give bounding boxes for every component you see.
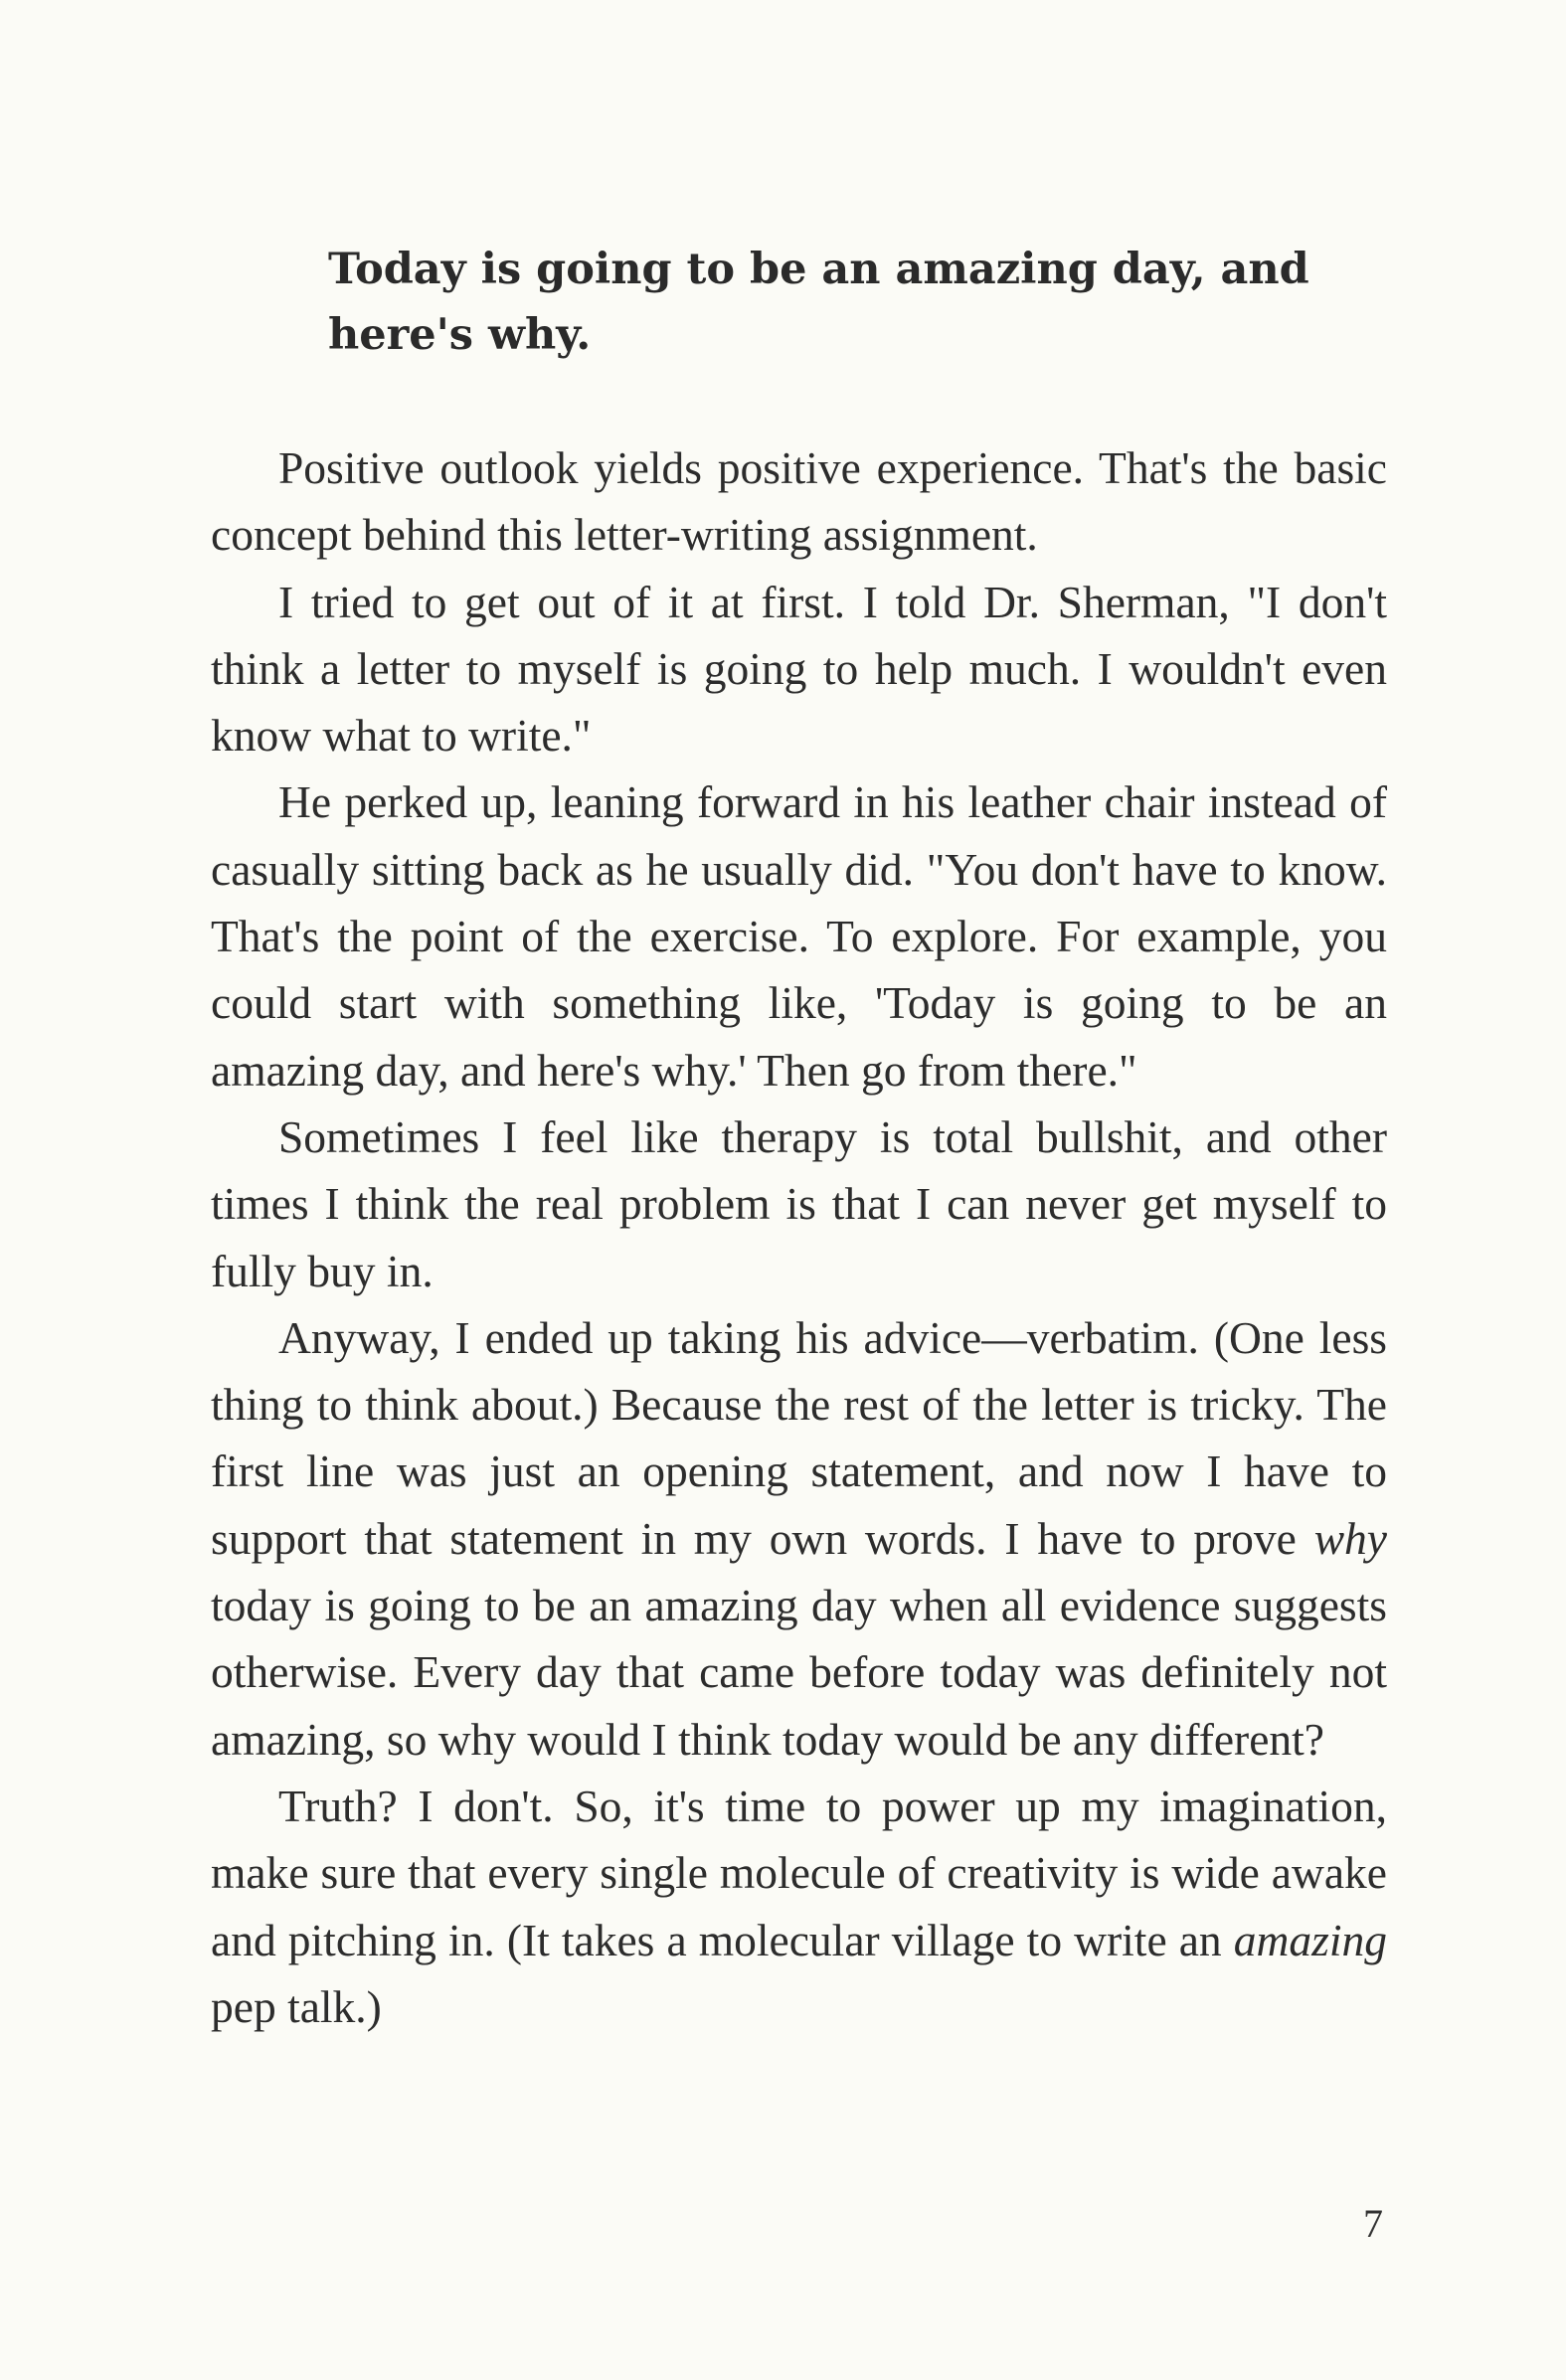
page-number: 7 [1363, 2201, 1383, 2246]
body-text [211, 434, 1387, 2040]
paragraph-3: He perked up, leaning forward in his leather chair instead of casually sitting back as he usually did. "You don't have to know. That's the point of the exercise. To explore. For example, you could start with something like, 'Today is going to be an amazing day, and here's why.' Then go from there." [211, 776, 1387, 1096]
paragraph-5-part-b: today is going to be an amazing day when all evidence suggests otherwise. Every day that came before today was definitely not amazing, so why would I think today would be any different? [211, 1580, 1387, 1765]
paragraph-6-part-b: pep talk.) [211, 1980, 382, 2032]
paragraph-6-part-a: Truth? I don't. So, it's time to power up my imagination, make sure that every single molecule of creativity is wide awake and pitching in. (It takes a molecular village to write an [211, 1780, 1387, 1965]
paragraph-2: I tried to get out of it at first. I told Dr. Sherman, "I don't think a letter to myself is going to help much. I wouldn't even know what to write." [211, 576, 1387, 762]
paragraph-5-part-a: Anyway, I ended up taking his advice—verbatim. (One less thing to think about.) Because the rest of the letter is tricky. The first line was just an opening statement, and now I have to support that statement in my own words. I have to prove [211, 1311, 1387, 1564]
page-heading: Today is going to be an amazing day, and here's why. [328, 245, 1309, 360]
paragraph-4: Sometimes I feel like therapy is total bullshit, and other times I think the real problem is that I can never get myself to fully buy in. [211, 1110, 1387, 1296]
paragraph-1: Positive outlook yields positive experience. That's the basic concept behind this letter-writing assignment. [211, 442, 1387, 561]
paragraph-5 [211, 1304, 1387, 1773]
emphasis-why: why [1313, 1512, 1387, 1564]
paragraph-6 [211, 1773, 1387, 2040]
emphasis-amazing: amazing [1233, 1914, 1387, 1965]
